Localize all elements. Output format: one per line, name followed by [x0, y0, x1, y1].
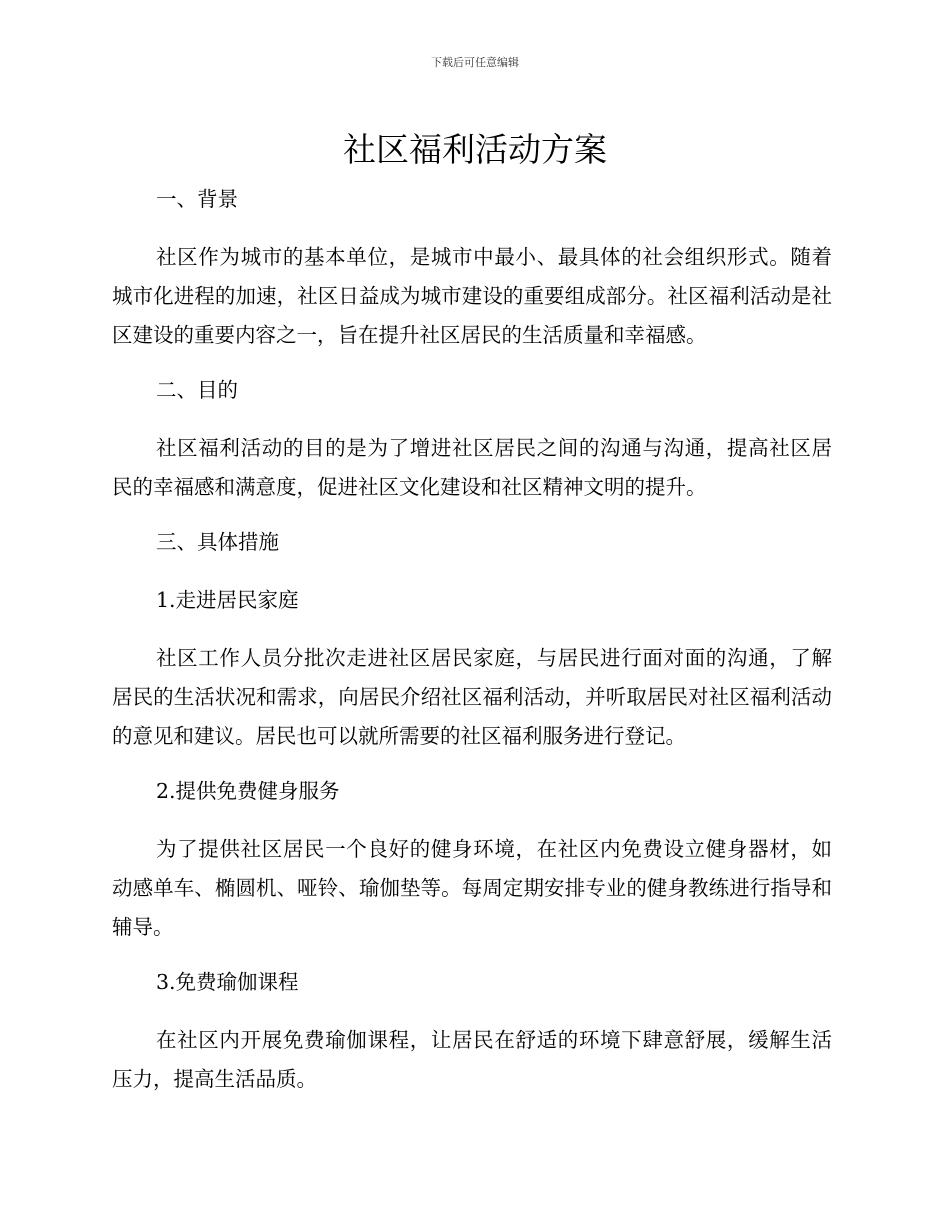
subheading-yoga-course: 3.免费瑜伽课程 — [156, 970, 299, 994]
section-heading-purpose: 二、目的 — [156, 378, 238, 402]
paragraph-background: 社区作为城市的基本单位，是城市中最小、最具体的社会组织形式。随着城市化进程的加速，社区日益成为城市建设的重要组成部分。社区福利活动是社区建设的重要内容之一，旨在提升社区居民的生活质量和幸福感。 — [112, 245, 832, 347]
paragraph-yoga-course: 在社区内开展免费瑜伽课程，让居民在舒适的环境下肆意舒展，缓解生活压力，提高生活品质。 — [112, 1028, 832, 1091]
subheading-home-visits: 1.走进居民家庭 — [156, 588, 299, 612]
section-heading-measures: 三、具体措施 — [156, 530, 279, 554]
page-header: 下载后可任意编辑 — [431, 56, 519, 69]
paragraph-fitness-service: 为了提供社区居民一个良好的健身环境，在社区内免费设立健身器材，如动感单车、椭圆机、哑铃、瑜伽垫等。每周定期安排专业的健身教练进行指导和辅导。 — [112, 837, 832, 939]
section-heading-background: 一、背景 — [156, 187, 238, 211]
paragraph-home-visits: 社区工作人员分批次走进社区居民家庭，与居民进行面对面的沟通，了解居民的生活状况和需求，向居民介绍社区福利活动，并听取居民对社区福利活动的意见和建议。居民也可以就所需要的社区福利服务进行登记。 — [112, 646, 832, 748]
subheading-fitness-service: 2.提供免费健身服务 — [156, 779, 340, 803]
document-title: 社区福利活动方案 — [343, 130, 607, 169]
paragraph-purpose: 社区福利活动的目的是为了增进社区居民之间的沟通与沟通，提高社区居民的幸福感和满意度，促进社区文化建设和社区精神文明的提升。 — [112, 436, 832, 499]
document-body — [112, 180, 832, 1115]
